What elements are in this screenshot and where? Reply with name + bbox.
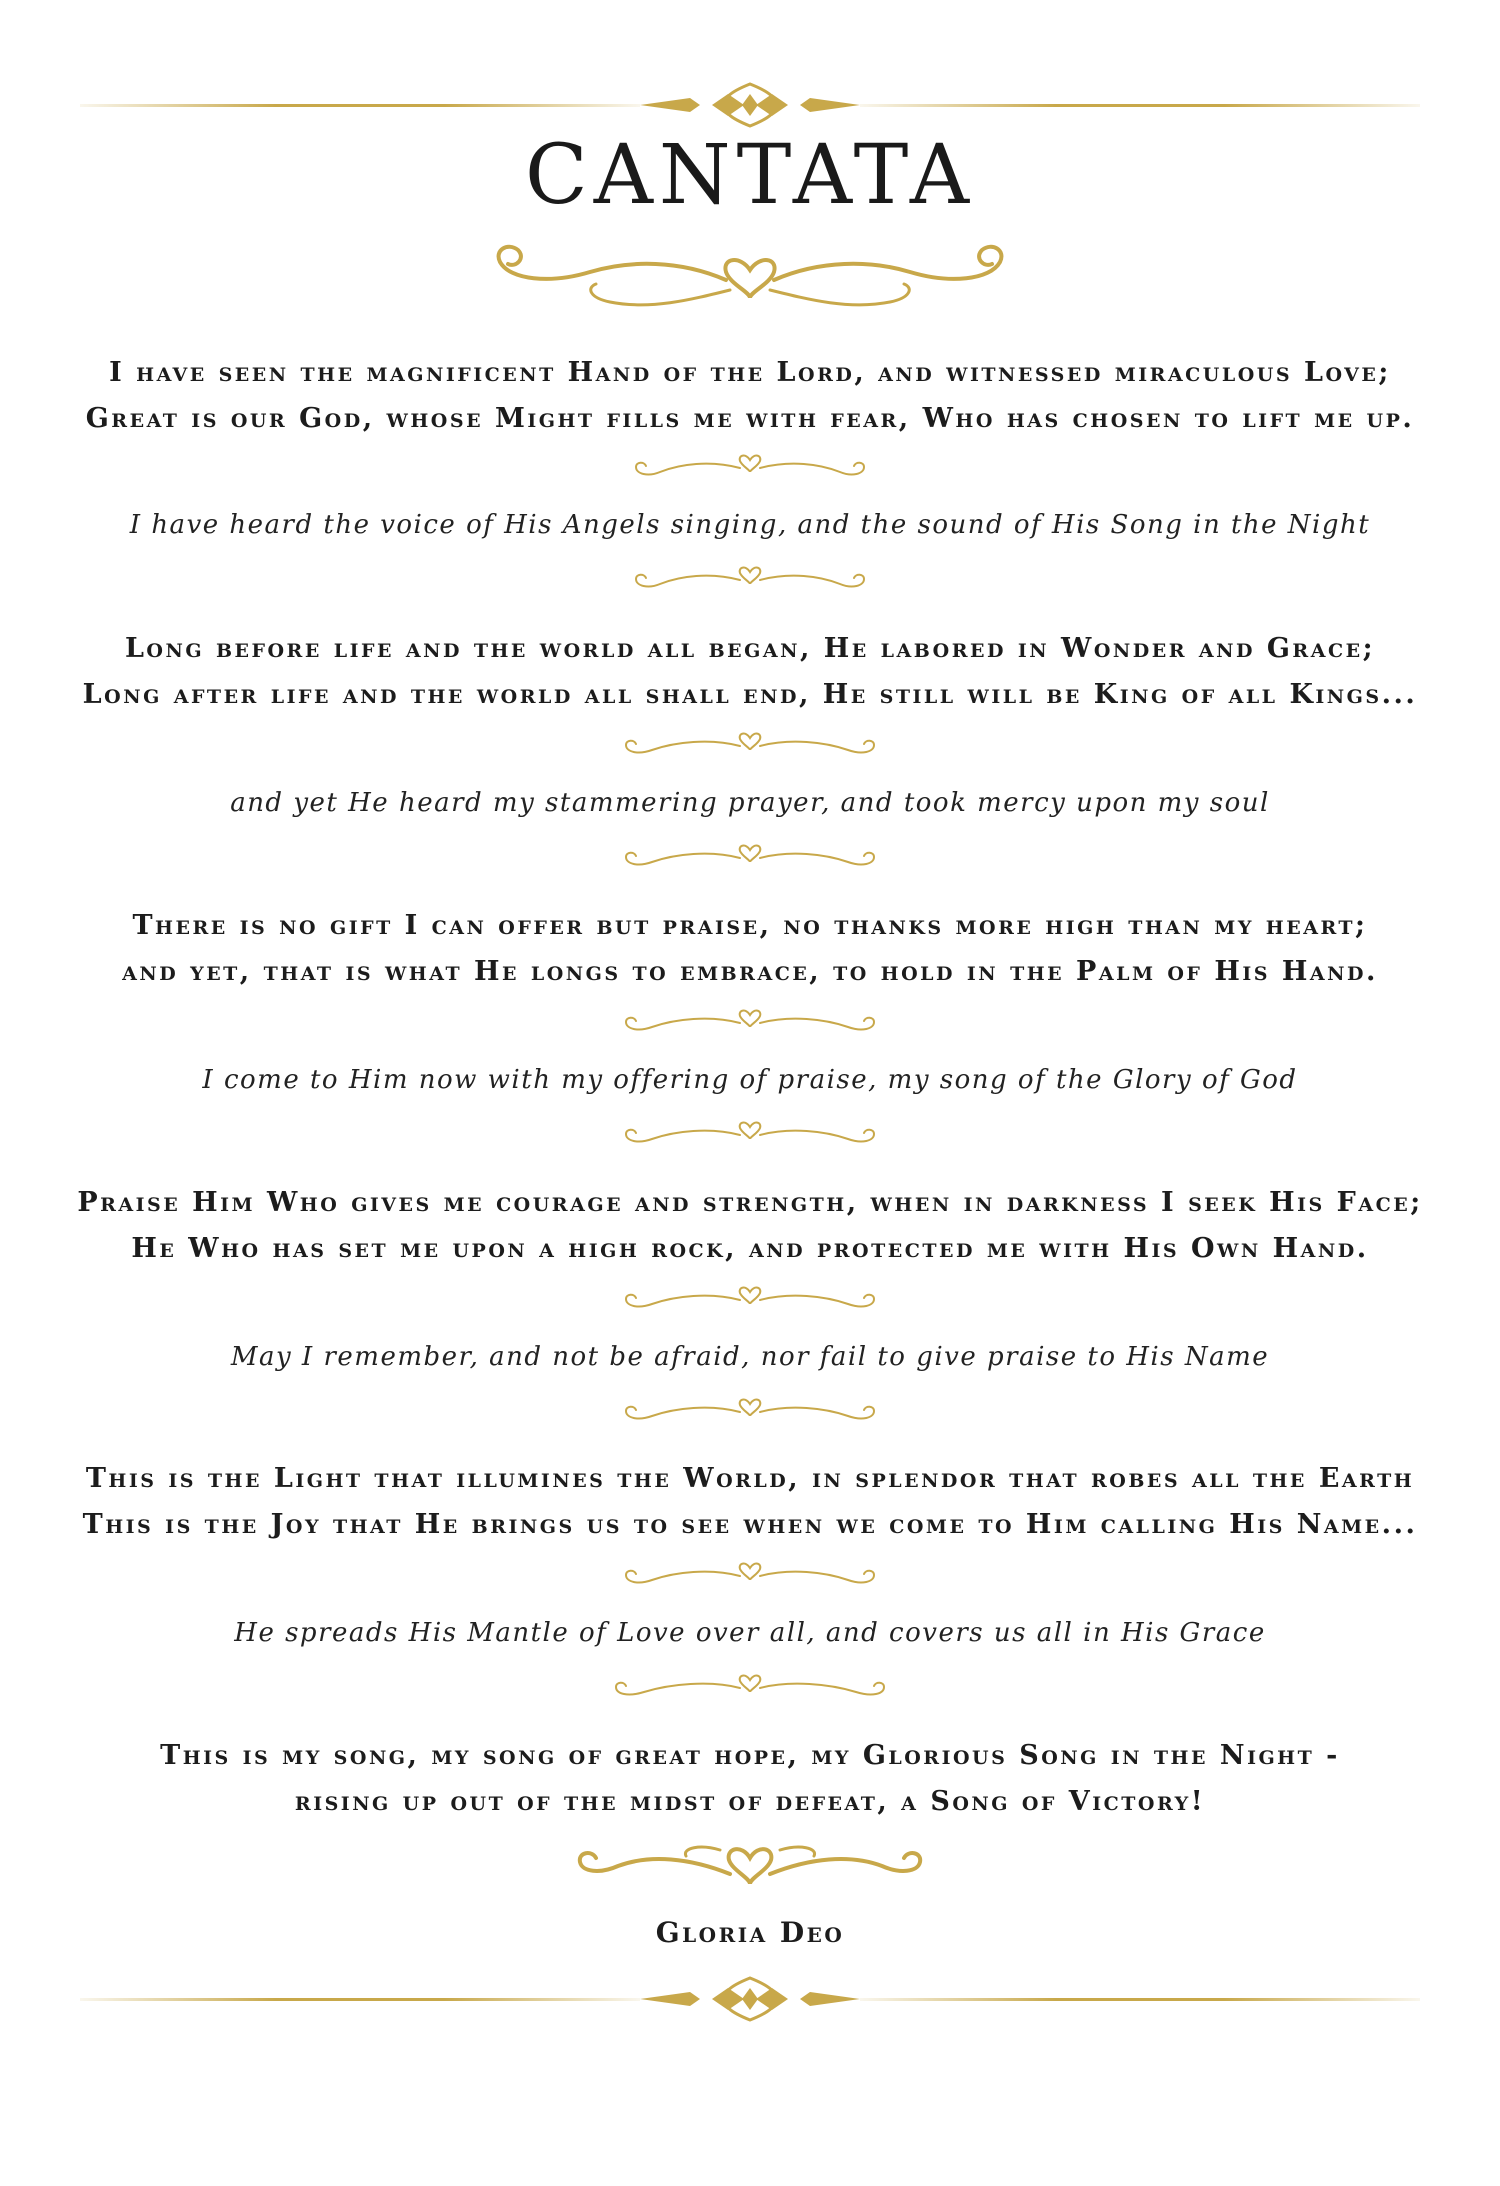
closing-heart-flourish	[570, 1840, 930, 1890]
stanza-line: Long before life and the world all began, He labored in Wonder and Grace;	[124, 633, 1376, 664]
heart-divider	[620, 1558, 880, 1594]
stanza-4	[60, 1180, 1440, 1272]
page-title: CANTATA	[524, 128, 976, 223]
heart-divider	[620, 728, 880, 764]
heart-divider	[610, 1670, 890, 1706]
stanza-line: rising up out of the midst of defeat, a Song of Victory!	[294, 1786, 1206, 1817]
refrain-2: and yet He heard my stammering prayer, and took mercy upon my soul	[230, 788, 1270, 818]
refrain-4: May I remember, and not be afraid, nor fail to give praise to His Name	[230, 1342, 1270, 1372]
stanza-2	[60, 626, 1440, 718]
top-ornament-rule	[80, 82, 1420, 132]
stanza-line: and yet, that is what He longs to embrace, to hold in the Palm of His Hand.	[122, 956, 1378, 987]
heart-divider	[620, 1282, 880, 1318]
stanza-line: Praise Him Who gives me courage and strength, when in darkness I seek His Face;	[77, 1187, 1423, 1218]
heart-divider	[630, 562, 870, 598]
stanza-line: He Who has set me upon a high rock, and protected me with His Own Hand.	[131, 1233, 1369, 1264]
title-heart-flourish	[490, 240, 1010, 315]
refrain-5: He spreads His Mantle of Love over all, and covers us all in His Grace	[234, 1618, 1266, 1648]
heart-divider	[620, 1005, 880, 1041]
stanza-line: I have seen the magnificent Hand of the Lord, and witnessed miraculous Love;	[109, 357, 1391, 388]
stanza-line: This is the Light that illumines the World, in splendor that robes all the Earth	[85, 1463, 1415, 1494]
heart-divider	[620, 840, 880, 876]
stanza-1	[60, 350, 1440, 442]
heart-divider	[630, 450, 870, 486]
refrain-1: I have heard the voice of His Angels singing, and the sound of His Song in the Night	[129, 510, 1371, 540]
stanza-line: This is my song, my song of great hope, my Glorious Song in the Night -	[160, 1740, 1340, 1771]
bottom-ornament-rule	[80, 1976, 1420, 2026]
heart-divider	[620, 1117, 880, 1153]
refrain-3: I come to Him now with my offering of praise, my song of the Glory of God	[202, 1065, 1298, 1095]
stanza-line: There is no gift I can offer but praise, no thanks more high than my heart;	[132, 910, 1368, 941]
heart-divider	[620, 1394, 880, 1430]
stanza-line: This is the Joy that He brings us to see when we come to Him calling His Name...	[82, 1509, 1418, 1540]
signature: Gloria Deo	[655, 1916, 845, 1949]
stanza-line: Great is our God, whose Might fills me with fear, Who has chosen to lift me up.	[85, 403, 1415, 434]
stanza-6	[60, 1733, 1440, 1825]
stanza-5	[60, 1456, 1440, 1548]
stanza-3	[60, 903, 1440, 995]
stanza-line: Long after life and the world all shall end, He still will be King of all Kings...	[82, 679, 1418, 710]
